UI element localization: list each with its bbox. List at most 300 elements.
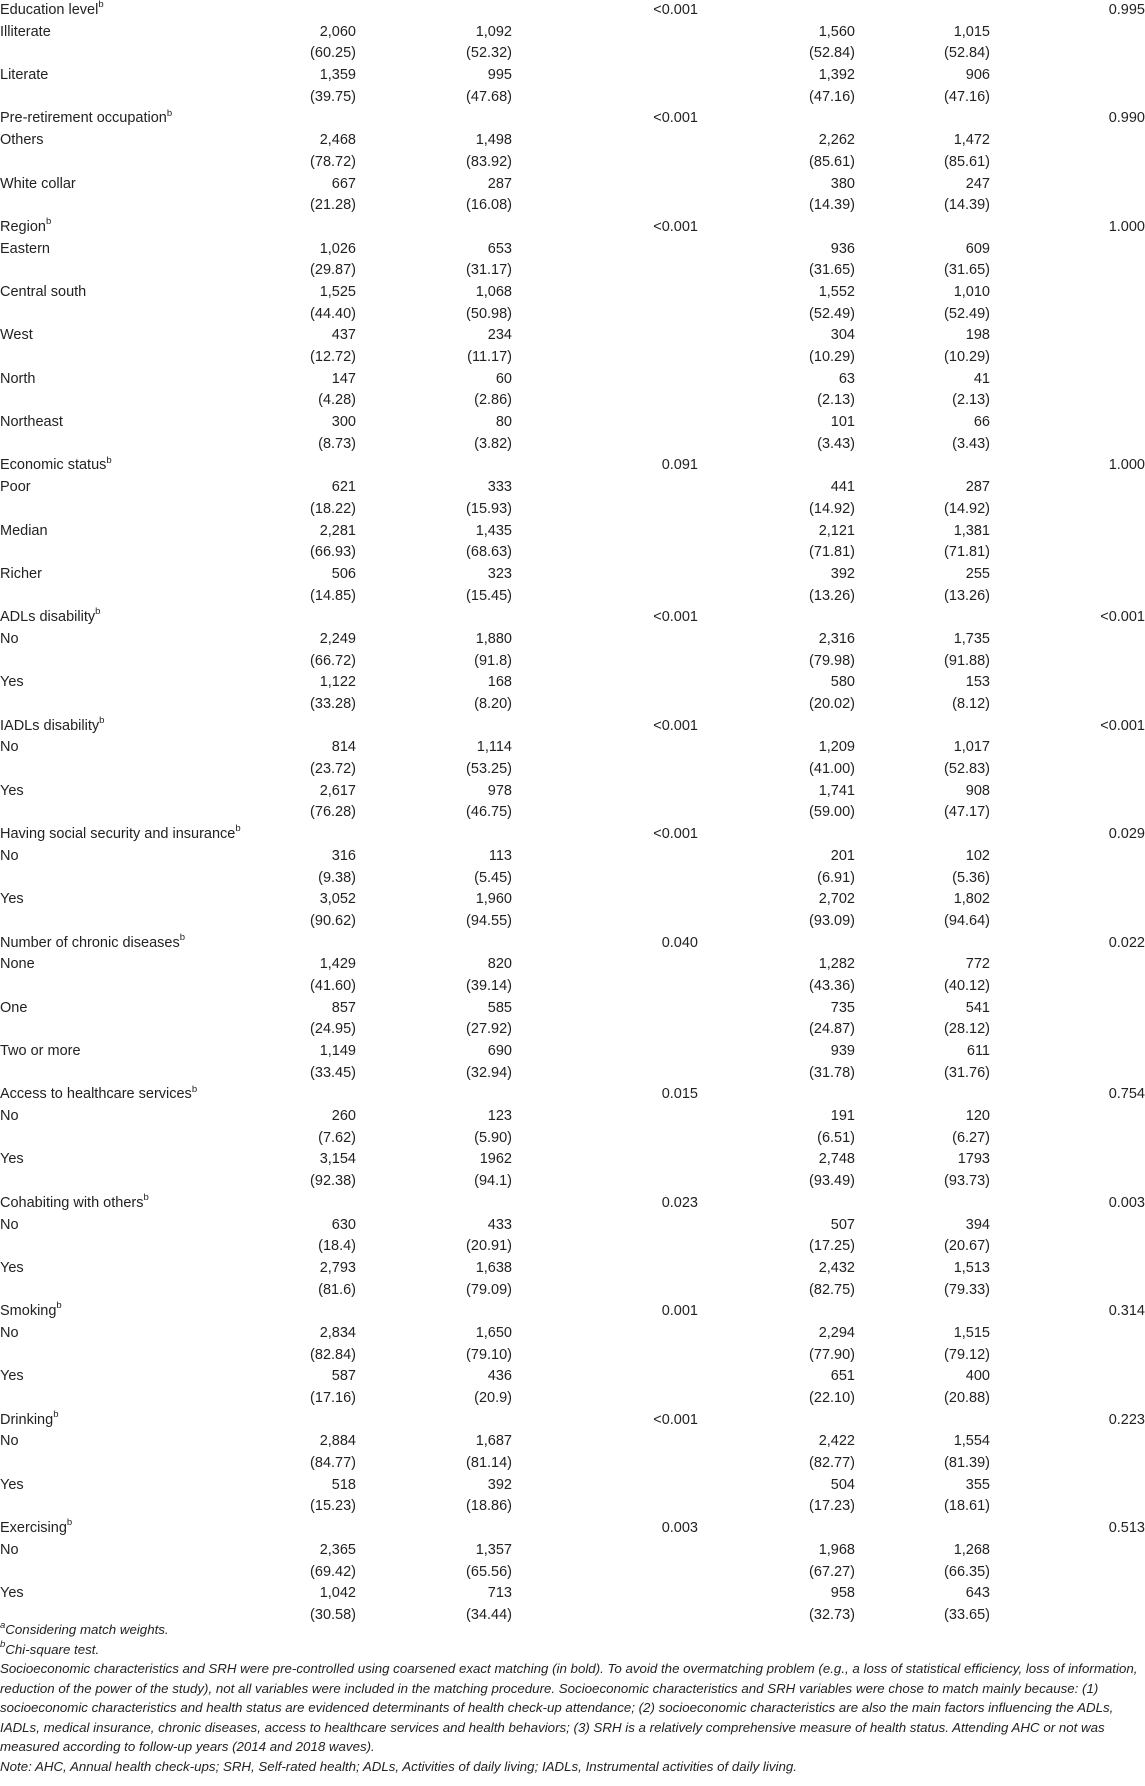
count-value: 2,294	[818, 1324, 855, 1341]
percent-value: (85.61)	[809, 153, 855, 170]
table-row	[0, 1475, 1145, 1497]
percent-value: (93.09)	[809, 912, 855, 929]
category-label: West	[0, 327, 33, 344]
percent-value: (79.33)	[944, 1281, 990, 1298]
percent-value: (20.91)	[466, 1238, 512, 1255]
count-value: 1,525	[319, 283, 356, 300]
table-row	[0, 174, 1145, 196]
count-value: 643	[965, 1585, 990, 1602]
count-value: 857	[331, 999, 356, 1016]
table-row	[0, 846, 1145, 868]
count-value: 2,316	[818, 630, 855, 647]
count-value: 380	[830, 175, 855, 192]
percent-value: (66.72)	[310, 652, 356, 669]
count-value: 333	[487, 479, 512, 496]
percent-value: (52.49)	[944, 305, 990, 322]
table-group-row	[0, 0, 1145, 22]
percent-value: (47.17)	[944, 804, 990, 821]
percent-value: (93.73)	[944, 1173, 990, 1190]
count-value: 2,365	[319, 1541, 356, 1558]
percent-value: (18.61)	[944, 1498, 990, 1515]
percent-value: (81.6)	[318, 1281, 356, 1298]
count-value: 1,392	[818, 67, 855, 84]
percent-value: (3.82)	[474, 435, 512, 452]
percent-value: (93.49)	[809, 1173, 855, 1190]
percent-value: (8.73)	[318, 435, 356, 452]
table-footnotes	[0, 1620, 1145, 1776]
footnote-marker: b	[166, 107, 173, 119]
percent-value: (4.28)	[318, 392, 356, 409]
percent-value: (14.85)	[310, 587, 356, 604]
percent-value: (79.09)	[466, 1281, 512, 1298]
p-value-before: 0.040	[661, 934, 698, 951]
percent-value: (40.12)	[944, 977, 990, 994]
count-value: 2,748	[818, 1151, 855, 1168]
variable-label-text: Exercising	[0, 1520, 67, 1537]
variable-label	[0, 607, 100, 629]
table-row	[0, 1583, 1145, 1605]
count-value: 113	[488, 847, 512, 864]
p-value-before: 0.015	[661, 1086, 698, 1103]
count-value: 80	[495, 414, 512, 431]
variable-label-text: IADLs disability	[0, 717, 100, 734]
count-value: 198	[965, 327, 990, 344]
footnote-marker: b	[45, 216, 52, 228]
count-value: 506	[331, 565, 356, 582]
footnote-marker: b	[191, 1083, 198, 1095]
count-value: 394	[965, 1216, 990, 1233]
footnote-matching: Socioeconomic characteristics and SRH were pre-controlled using coarsened exact matching (in bold). To avoid the overmatching problem (e.g., a loss of statistical efficiency, loss of information, reduction of the power of the study), not all variables were included in the matching procedure. Socioeconomic characteristics and SRH variables were chose to match mainly because: (1) socioeconomic characteristics and health status are evidenced determinants of health check-up attendance; (2) socioeconomic characteristics are also the main factors influencing the ADLs, IADLs, medical insurance, chronic diseases, access to healthcare services and health behaviors; (3) SRH is a relatively comprehensive measure of health status. Attending AHC or not was measured according to follow-up years (2014 and 2018 waves).	[0, 1661, 1138, 1754]
count-value: 1,017	[953, 739, 990, 756]
percent-value: (14.39)	[944, 197, 990, 214]
percent-value: (31.65)	[809, 262, 855, 279]
table-group-row	[0, 455, 1145, 477]
table-row-percent	[0, 434, 1145, 456]
p-value-before: 0.003	[661, 1520, 698, 1537]
category-label: Two or more	[0, 1043, 81, 1059]
count-value: 1,015	[953, 23, 990, 40]
table-row-percent	[0, 868, 1145, 890]
category-label: No	[0, 1108, 19, 1125]
count-value: 1,282	[818, 956, 855, 973]
percent-value: (68.63)	[466, 544, 512, 561]
p-value-after: 1.000	[1108, 218, 1145, 235]
count-value: 667	[331, 175, 356, 192]
table-row	[0, 781, 1145, 803]
count-value: 101	[830, 414, 855, 431]
count-value: 1,650	[475, 1324, 512, 1341]
percent-value: (10.29)	[809, 349, 855, 365]
percent-value: (18.86)	[466, 1498, 512, 1515]
p-value-after: 1.000	[1108, 457, 1145, 474]
count-value: 1,381	[953, 522, 990, 539]
count-value: 2,468	[319, 132, 356, 149]
count-value: 441	[830, 479, 855, 496]
p-value-after: 0.990	[1108, 110, 1145, 127]
count-value: 260	[331, 1108, 356, 1125]
percent-value: (65.56)	[466, 1563, 512, 1580]
count-value: 63	[838, 370, 855, 387]
table-group-row	[0, 1410, 1145, 1432]
table-row	[0, 889, 1145, 911]
p-value-after: <0.001	[1100, 609, 1145, 626]
count-value: 958	[830, 1585, 855, 1602]
count-value: 1,472	[953, 132, 990, 149]
percent-value: (76.28)	[310, 804, 356, 821]
percent-value: (15.23)	[310, 1498, 356, 1515]
count-value: 1,968	[818, 1541, 855, 1558]
percent-value: (12.72)	[310, 349, 356, 365]
percent-value: (29.87)	[310, 262, 356, 279]
p-value-after: 0.754	[1108, 1086, 1145, 1103]
count-value: 2,617	[319, 782, 356, 799]
percent-value: (8.12)	[952, 696, 990, 712]
percent-value: (31.17)	[466, 262, 512, 279]
count-value: 147	[331, 370, 356, 387]
count-value: 102	[965, 847, 990, 864]
category-label: No	[0, 1324, 19, 1341]
count-value: 939	[830, 1043, 855, 1059]
percent-value: (31.65)	[944, 262, 990, 279]
percent-value: (30.58)	[310, 1606, 356, 1623]
variable-label-text: Having social security and insurance	[0, 826, 236, 843]
count-value: 2,422	[818, 1433, 855, 1450]
percent-value: (47.16)	[809, 88, 855, 105]
percent-value: (2.13)	[952, 392, 990, 409]
percent-value: (91.88)	[944, 652, 990, 669]
count-value: 1,026	[319, 240, 356, 257]
percent-value: (13.26)	[809, 587, 855, 604]
percent-value: (15.93)	[466, 500, 512, 517]
table-row-percent	[0, 802, 1145, 824]
category-label: Yes	[0, 782, 24, 799]
count-value: 518	[331, 1476, 356, 1493]
category-label: Northeast	[0, 414, 63, 431]
category-label: No	[0, 1541, 19, 1558]
count-value: 437	[331, 327, 356, 344]
percent-value: (81.39)	[944, 1455, 990, 1472]
category-label: White collar	[0, 175, 76, 192]
percent-value: (39.14)	[466, 977, 512, 994]
count-value: 587	[331, 1368, 356, 1385]
count-value: 323	[487, 565, 512, 582]
percent-value: (71.81)	[944, 544, 990, 561]
variable-label-text: Access to healthcare services	[0, 1086, 192, 1103]
p-value-after: 0.223	[1108, 1411, 1145, 1428]
variable-label	[0, 1410, 58, 1432]
table-row	[0, 239, 1145, 261]
count-value: 630	[331, 1216, 356, 1233]
percent-value: (52.83)	[944, 761, 990, 778]
percent-value: (32.73)	[809, 1606, 855, 1623]
count-value: 1,552	[818, 283, 855, 300]
table-row	[0, 282, 1145, 304]
count-value: 355	[965, 1476, 990, 1493]
category-label: One	[0, 999, 28, 1016]
percent-value: (22.10)	[809, 1390, 855, 1406]
percent-value: (34.44)	[466, 1606, 512, 1623]
table-row	[0, 1431, 1145, 1453]
table-group-row	[0, 108, 1145, 130]
p-value-before: <0.001	[653, 218, 698, 235]
count-value: 168	[487, 674, 512, 691]
variable-label	[0, 824, 241, 846]
percent-value: (44.40)	[310, 305, 356, 322]
count-value: 1,010	[953, 283, 990, 300]
count-value: 3,154	[319, 1151, 356, 1168]
variable-label	[0, 108, 172, 130]
category-label: Others	[0, 132, 44, 149]
percent-value: (17.23)	[809, 1498, 855, 1515]
table-row-percent	[0, 347, 1145, 369]
p-value-before: 0.023	[661, 1194, 698, 1211]
category-label: No	[0, 1433, 19, 1450]
percent-value: (24.95)	[310, 1021, 356, 1038]
footnote-marker: b	[98, 0, 104, 11]
table-row-percent	[0, 1453, 1145, 1475]
table-row	[0, 1041, 1145, 1063]
count-value: 906	[965, 67, 990, 84]
percent-value: (79.10)	[466, 1346, 512, 1363]
footnote-abbreviations: Note: AHC, Annual health check-ups; SRH, Self-rated health; ADLs, Activities of daily living; IADLs, Instrumental activities of daily living.	[0, 1758, 797, 1774]
category-label: No	[0, 630, 19, 647]
footnote-marker: b	[53, 1408, 59, 1420]
table-group-row	[0, 824, 1145, 846]
percent-value: (52.49)	[809, 305, 855, 322]
variable-label	[0, 716, 104, 738]
percent-value: (83.92)	[466, 153, 512, 170]
count-value: 255	[965, 565, 990, 582]
table-row	[0, 65, 1145, 87]
count-value: 1,513	[953, 1259, 990, 1276]
percent-value: (85.61)	[944, 153, 990, 170]
table-row	[0, 954, 1145, 976]
count-value: 392	[487, 1476, 512, 1493]
table-row	[0, 1258, 1145, 1280]
table-row	[0, 1366, 1145, 1388]
table-row-percent	[0, 694, 1145, 716]
table-row-percent	[0, 195, 1145, 217]
count-value: 653	[487, 240, 512, 257]
percent-value: (66.93)	[310, 544, 356, 561]
table-row	[0, 1215, 1145, 1237]
percent-value: (33.28)	[310, 696, 356, 712]
percent-value: (67.27)	[809, 1563, 855, 1580]
count-value: 1,092	[475, 23, 512, 40]
count-value: 191	[830, 1108, 855, 1125]
category-label: No	[0, 739, 19, 756]
percent-value: (82.77)	[809, 1455, 855, 1472]
percent-value: (7.62)	[318, 1129, 356, 1146]
table-row	[0, 564, 1145, 586]
percent-value: (31.78)	[809, 1064, 855, 1081]
percent-value: (79.98)	[809, 652, 855, 669]
table-row-percent	[0, 87, 1145, 109]
table-group-row	[0, 1518, 1145, 1540]
p-value-after: 0.995	[1108, 2, 1145, 18]
count-value: 436	[487, 1368, 512, 1385]
percent-value: (94.55)	[466, 912, 512, 929]
percent-value: (9.38)	[318, 869, 356, 886]
percent-value: (13.26)	[944, 587, 990, 604]
count-value: 1,515	[953, 1324, 990, 1341]
table-row	[0, 1149, 1145, 1171]
table-row-percent	[0, 1345, 1145, 1367]
count-value: 1962	[479, 1151, 512, 1168]
percent-value: (28.12)	[944, 1021, 990, 1038]
percent-value: (94.64)	[944, 912, 990, 929]
count-value: 1,068	[475, 283, 512, 300]
percent-value: (27.92)	[466, 1021, 512, 1038]
table-row	[0, 629, 1145, 651]
percent-value: (41.60)	[310, 977, 356, 994]
count-value: 1,042	[319, 1585, 356, 1602]
percent-value: (78.72)	[310, 153, 356, 170]
percent-value: (94.1)	[474, 1173, 512, 1190]
table-group-row	[0, 1084, 1145, 1106]
count-value: 1,359	[319, 67, 356, 84]
p-value-after: 0.513	[1108, 1520, 1145, 1537]
table-group-row	[0, 607, 1145, 629]
category-label: Literate	[0, 67, 49, 84]
count-value: 690	[487, 1043, 512, 1059]
table-group-row	[0, 933, 1145, 955]
table-row-percent	[0, 152, 1145, 174]
p-value-after: 0.022	[1108, 934, 1145, 951]
variable-label	[0, 1301, 62, 1323]
variable-label	[0, 455, 112, 477]
category-label: Yes	[0, 1151, 24, 1168]
count-value: 936	[830, 240, 855, 257]
count-value: 66	[973, 414, 990, 431]
table-row-percent	[0, 651, 1145, 673]
percent-value: (18.4)	[318, 1238, 356, 1255]
count-value: 287	[965, 479, 990, 496]
p-value-before: 0.091	[661, 457, 698, 474]
percent-value: (14.39)	[809, 197, 855, 214]
percent-value: (84.77)	[310, 1455, 356, 1472]
percent-value: (47.68)	[466, 88, 512, 105]
count-value: 1,741	[818, 782, 855, 799]
table-row	[0, 22, 1145, 44]
count-value: 3,052	[319, 891, 356, 908]
percent-value: (82.84)	[310, 1346, 356, 1363]
table-row-percent	[0, 1280, 1145, 1302]
count-value: 1,435	[475, 522, 512, 539]
percent-value: (20.88)	[944, 1390, 990, 1406]
count-value: 1,114	[476, 739, 512, 756]
p-value-after: 0.314	[1108, 1303, 1145, 1320]
count-value: 1,554	[953, 1433, 990, 1450]
table-row	[0, 412, 1145, 434]
count-value: 1,498	[475, 132, 512, 149]
variable-label	[0, 1518, 72, 1540]
footnote-marker: b	[143, 1191, 149, 1203]
percent-value: (33.65)	[944, 1606, 990, 1623]
p-value-before: <0.001	[653, 1411, 698, 1428]
percent-value: (5.90)	[474, 1129, 512, 1146]
table-row-percent	[0, 260, 1145, 282]
variable-label	[0, 0, 104, 22]
percent-value: (77.90)	[809, 1346, 855, 1363]
variable-label-text: Smoking	[0, 1303, 57, 1320]
count-value: 300	[331, 414, 356, 431]
count-value: 1,560	[818, 23, 855, 40]
table-row-percent	[0, 1496, 1145, 1518]
count-value: 814	[331, 739, 356, 756]
count-value: 1,802	[953, 891, 990, 908]
count-value: 41	[973, 370, 990, 387]
variable-label-text: Economic status	[0, 457, 107, 474]
table-group-row	[0, 716, 1145, 738]
percent-value: (6.91)	[817, 869, 855, 886]
category-label: No	[0, 847, 19, 864]
footnote-b: $^b$Chi-square test.	[0, 1639, 100, 1657]
percent-value: (5.36)	[952, 869, 990, 886]
count-value: 995	[487, 67, 512, 84]
count-value: 1,268	[953, 1541, 990, 1558]
count-value: 2,432	[818, 1259, 855, 1276]
count-value: 1,429	[319, 956, 356, 973]
variable-label-text: Region	[0, 218, 46, 235]
count-value: 153	[965, 674, 990, 691]
table-row	[0, 998, 1145, 1020]
percent-value: (6.51)	[817, 1129, 855, 1146]
percent-value: (69.42)	[310, 1563, 356, 1580]
footnote-marker: b	[66, 1517, 73, 1529]
percent-value: (14.92)	[809, 500, 855, 517]
variable-label	[0, 1193, 149, 1215]
percent-value: (23.72)	[310, 761, 356, 778]
percent-value: (24.87)	[809, 1021, 855, 1038]
percent-value: (47.16)	[944, 88, 990, 105]
count-value: 580	[830, 674, 855, 691]
table-row-percent	[0, 43, 1145, 65]
category-label: Yes	[0, 1476, 24, 1493]
percent-value: (6.27)	[952, 1129, 990, 1146]
table-row	[0, 130, 1145, 152]
count-value: 507	[830, 1216, 855, 1233]
percent-value: (10.29)	[944, 349, 990, 365]
count-value: 713	[487, 1585, 512, 1602]
table-row	[0, 521, 1145, 543]
count-value: 120	[965, 1108, 990, 1125]
count-value: 60	[495, 370, 512, 387]
footnote-marker: b	[95, 606, 101, 618]
table-group-row	[0, 217, 1145, 239]
percent-value: (81.14)	[466, 1455, 512, 1472]
percent-value: (8.20)	[474, 696, 512, 712]
percent-value: (50.98)	[466, 305, 512, 322]
percent-value: (20.9)	[474, 1390, 512, 1406]
count-value: 611	[966, 1043, 990, 1059]
table-row-percent	[0, 542, 1145, 564]
footnote-marker: b	[179, 931, 186, 943]
table-row-percent	[0, 1236, 1145, 1258]
percent-value: (5.45)	[474, 869, 512, 886]
table-row	[0, 477, 1145, 499]
count-value: 621	[331, 479, 356, 496]
count-value: 2,834	[319, 1324, 356, 1341]
variable-label	[0, 933, 185, 955]
table-row-percent	[0, 1171, 1145, 1193]
footnote-marker: b	[235, 823, 241, 835]
percent-value: (2.13)	[817, 392, 855, 409]
percent-value: (15.45)	[466, 587, 512, 604]
category-label: Yes	[0, 891, 24, 908]
footnote-marker: b	[99, 714, 105, 726]
count-value: 1,638	[475, 1259, 512, 1276]
